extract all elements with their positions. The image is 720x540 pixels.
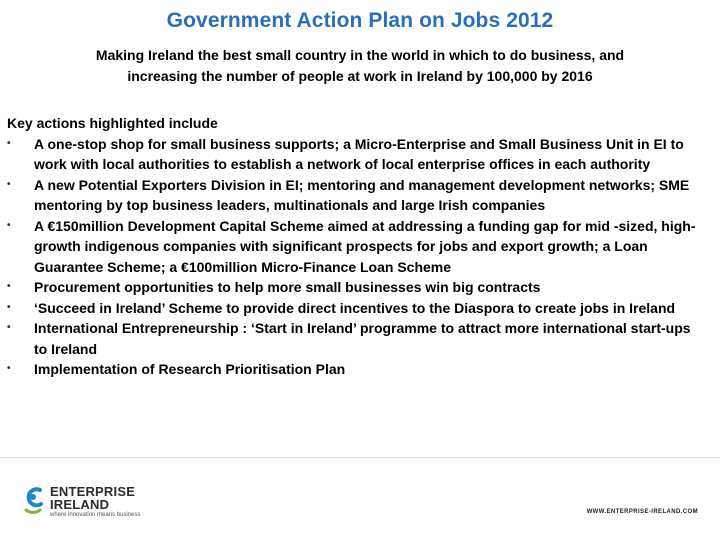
- action-item: [7, 175, 707, 216]
- bullet-icon: •: [7, 219, 11, 231]
- key-actions-heading: Key actions highlighted include: [7, 115, 218, 131]
- action-item: [7, 359, 707, 380]
- action-text: A one-stop shop for small business supports; a Micro-Enterprise and Small Business Unit in EI to work with local authorities to establish a network of local enterprise offices in each authority: [34, 135, 684, 172]
- action-text: ‘Succeed in Ireland’ Scheme to provide direct incentives to the Diaspora to create jobs in Ireland: [34, 299, 676, 316]
- bullet-icon: •: [7, 281, 11, 292]
- logo-wordmark-line-1: ENTERPRISE: [50, 484, 136, 499]
- bullet-icon: •: [7, 322, 11, 333]
- bullet-icon: •: [7, 178, 11, 190]
- action-text: International Entrepreneurship : ‘Start in Ireland’ programme to attract more international start-ups to Ireland: [34, 320, 691, 357]
- enterprise-ireland-logo-icon: [22, 484, 44, 516]
- key-actions-section: [7, 113, 707, 380]
- action-item: [7, 298, 707, 319]
- action-text: A new Potential Exporters Division in EI; mentoring and management development networks; SME mentoring by top business leaders, multinationals and large Irish companies: [34, 176, 690, 213]
- bullet-icon: •: [7, 301, 11, 313]
- action-text: Procurement opportunities to help more small businesses win big contracts: [34, 279, 541, 295]
- page-title: Government Action Plan on Jobs 2012: [166, 9, 554, 32]
- action-item: [7, 318, 707, 359]
- action-text: Implementation of Research Prioritisation Plan: [34, 361, 346, 377]
- subtitle-line-2: increasing the number of people at work in Ireland by 100,000 by 2016: [127, 68, 593, 84]
- action-item: [7, 134, 707, 175]
- footer-divider: [0, 457, 720, 458]
- key-actions-list: [7, 134, 707, 380]
- logo-tagline: where innovation means business: [50, 512, 141, 518]
- website-url: WWW.ENTERPRISE-IRELAND.COM: [586, 509, 698, 515]
- logo-wordmark-line-2: IRELAND: [50, 497, 110, 512]
- action-item: [7, 216, 707, 278]
- subtitle: [40, 45, 680, 87]
- enterprise-ireland-logo: [22, 480, 152, 522]
- bullet-icon: •: [7, 363, 11, 374]
- action-text: A €150million Development Capital Scheme aimed at addressing a funding gap for mid -sized, high-growth indigenous companies with significant prospects for jobs and export growth; a Loan Guarantee Scheme; a €100million Micro-Finance Loan Scheme: [34, 217, 696, 275]
- bullet-icon: •: [7, 137, 11, 149]
- subtitle-line-1: Making Ireland the best small country in the world in which to do business, and: [95, 47, 625, 63]
- action-item: [7, 277, 707, 298]
